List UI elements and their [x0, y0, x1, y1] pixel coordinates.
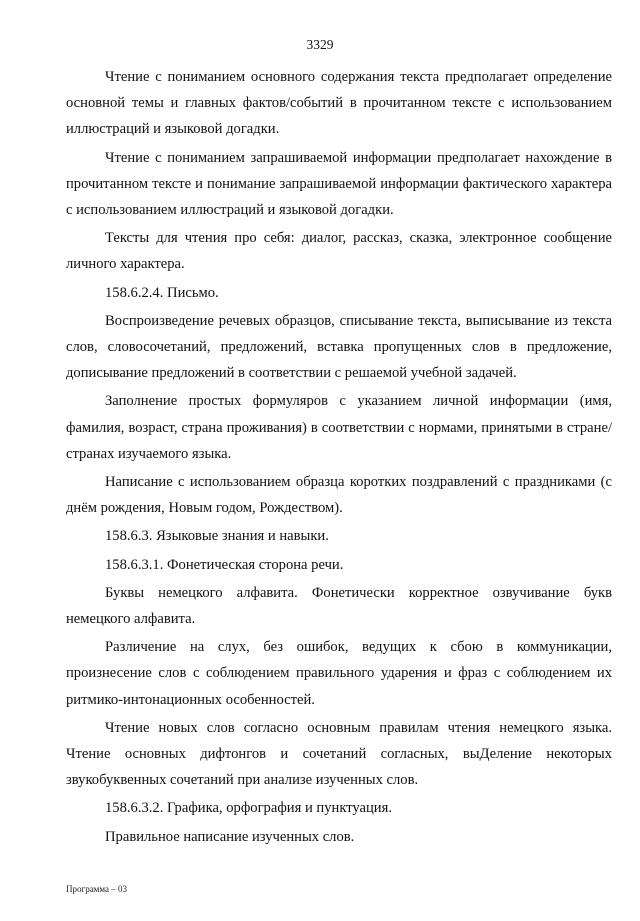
section-heading: 158.6.3.1. Фонетическая сторона речи. [105, 556, 344, 573]
paragraph: Буквы немецкого алфавита. Фонетически корректное озвучивание букв немецкого алфавита. [66, 584, 612, 628]
section-heading: 158.6.3.2. Графика, орфография и пунктуация. [105, 800, 392, 817]
document-body [66, 64, 612, 850]
paragraph: Чтение с пониманием основного содержания текста предполагает определение основной темы и главных фактов/событий в прочитанном тексте с использованием иллюстраций и языковой догадки. [66, 69, 612, 138]
page-number: 3329 [306, 37, 334, 52]
paragraph: Чтение новых слов согласно основным правилам чтения немецкого языка. Чтение основных дифтонгов и сочетаний согласных, выДеление некоторых звукобуквенных сочетаний при анализе изученных слов. [66, 719, 612, 789]
paragraph: Чтение с пониманием запрашиваемой информации предполагает нахождение в прочитанном тексте и понимание запрашиваемой информации фактического характера с использованием иллюстраций и языковой догадки. [66, 149, 612, 219]
section-heading: 158.6.3. Языковые знания и навыки. [105, 528, 329, 545]
paragraph: Заполнение простых формуляров с указанием личной информации (имя, фамилия, возраст, страна проживания) в соответствии с нормами, принятыми в стране/странах изучаемого языка. [66, 393, 612, 462]
paragraph: Различение на слух, без ошибок, ведущих к сбою в коммуникации, произнесение слов с соблюдением правильного ударения и фраз с соблюдением их ритмико-интонационных особенностей. [66, 639, 612, 708]
paragraph: Воспроизведение речевых образцов, списывание текста, выписывание из текста слов, словосочетаний, предложений, вставка пропущенных слов в предложение, дописывание предложений в соответствии с решаемой учебной задачей. [66, 312, 612, 382]
paragraph: Написание с использованием образца коротких поздравлений с праздниками (с днём рождения, Новым годом, Рождеством). [66, 474, 612, 517]
paragraph: Правильное написание изученных слов. [105, 828, 355, 845]
paragraph: Тексты для чтения про себя: диалог, рассказ, сказка, электронное сообщение личного характера. [66, 230, 612, 273]
page-footer: Программа – 03 [66, 884, 128, 894]
section-heading: 158.6.2.4. Письмо. [105, 284, 219, 301]
